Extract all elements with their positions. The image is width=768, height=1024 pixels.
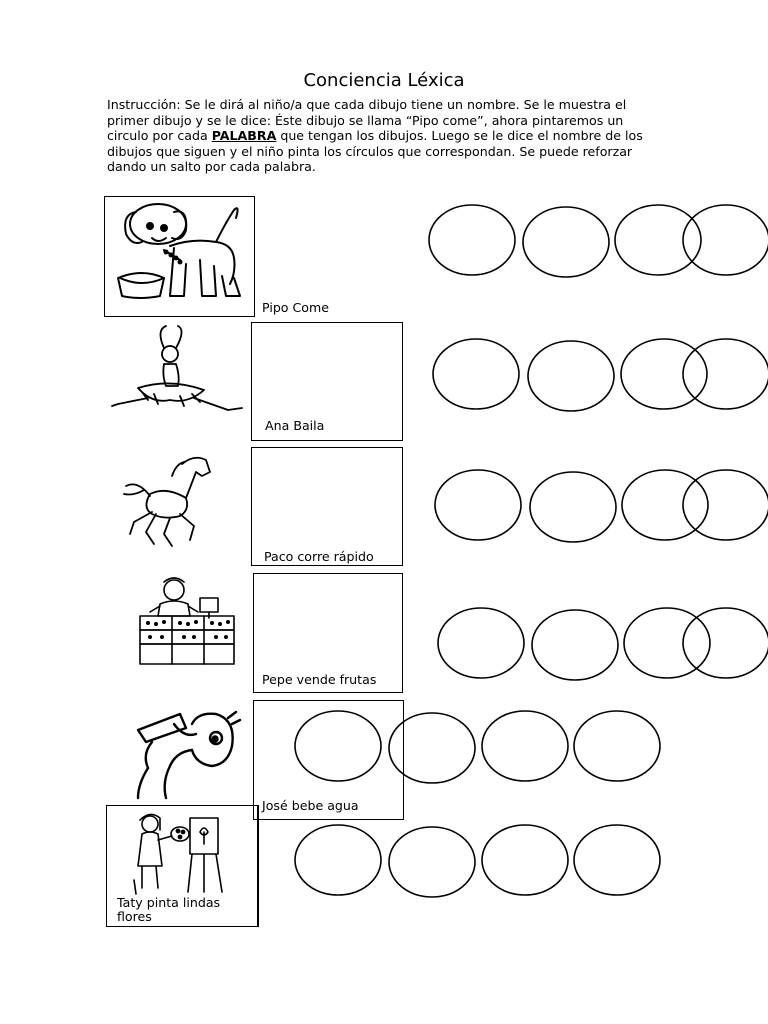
page-title: Conciencia Léxica bbox=[303, 70, 465, 91]
word-circle[interactable] bbox=[683, 608, 768, 678]
word-circle[interactable] bbox=[482, 711, 568, 781]
word-circle[interactable] bbox=[683, 205, 768, 275]
instruction-part-2: que tengan los dibujos. Luego se le dice el nombre de los dibujos que siguen y el niño pinta los círculos que correspondan. Se puede reforzar dando un salto por cada palabra. bbox=[107, 128, 643, 175]
word-circle[interactable] bbox=[530, 472, 616, 542]
instruction-part-1: Instrucción: Se le dirá al niño/a que cada dibujo tiene un nombre. Se le muestra el primer dibujo y se le dice: Éste dibujo se llama “Pipo come”, ahora pintaremos un circulo por cada bbox=[107, 97, 627, 144]
word-circle[interactable] bbox=[438, 608, 524, 678]
fruit-vendor-icon bbox=[136, 576, 238, 674]
caption-jose: José bebe agua bbox=[262, 798, 359, 813]
word-circle[interactable] bbox=[615, 205, 701, 275]
word-circle[interactable] bbox=[523, 207, 609, 277]
word-circle[interactable] bbox=[435, 470, 521, 540]
word-circle[interactable] bbox=[482, 825, 568, 895]
dog-eating-icon bbox=[108, 198, 248, 302]
answer-box-pepe[interactable] bbox=[253, 573, 403, 693]
word-circle[interactable] bbox=[574, 711, 660, 781]
caption-ana: Ana Baila bbox=[265, 418, 325, 433]
caption-pepe: Pepe vende frutas bbox=[262, 672, 377, 687]
instruction-text bbox=[107, 97, 667, 175]
caption-paco: Paco corre rápido bbox=[264, 549, 374, 564]
word-circle[interactable] bbox=[683, 470, 768, 540]
word-circle[interactable] bbox=[429, 205, 515, 275]
word-circle[interactable] bbox=[433, 339, 519, 409]
word-circle[interactable] bbox=[624, 608, 710, 678]
word-circle[interactable] bbox=[683, 339, 768, 409]
answer-box-paco[interactable] bbox=[251, 447, 403, 566]
instruction-keyword: PALABRA bbox=[211, 128, 277, 144]
caption-taty: Taty pinta lindas flores bbox=[117, 895, 221, 924]
word-circle[interactable] bbox=[574, 825, 660, 895]
horse-running-icon bbox=[120, 450, 220, 550]
caption-pipo: Pipo Come bbox=[262, 300, 330, 315]
word-circle[interactable] bbox=[295, 825, 381, 895]
boy-drinking-icon bbox=[132, 708, 242, 800]
word-circle[interactable] bbox=[389, 827, 475, 897]
ballerina-icon bbox=[108, 324, 258, 420]
word-circle[interactable] bbox=[532, 610, 618, 680]
word-circle[interactable] bbox=[528, 341, 614, 411]
word-circle[interactable] bbox=[621, 339, 707, 409]
word-circle[interactable] bbox=[622, 470, 708, 540]
